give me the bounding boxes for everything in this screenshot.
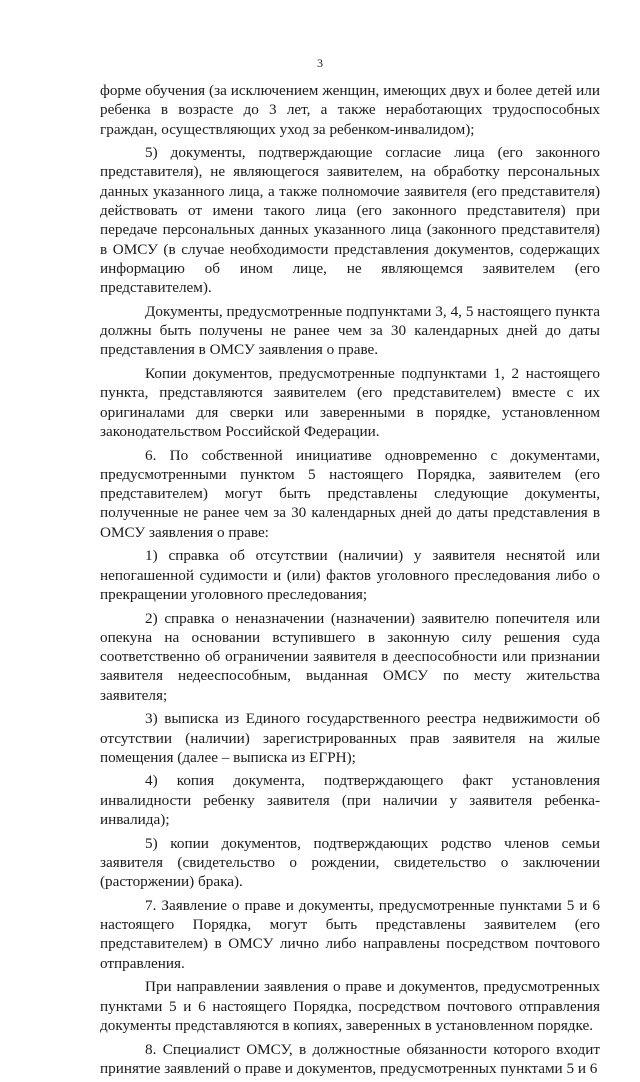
paragraph-item-6-sub-4: 4) копия документа, подтверждающего факт установления инвалидности ребенку заявителя (при наличии у заявителя ребенка-инвалида);: [100, 772, 600, 829]
paragraph-item-6-sub-2: 2) справка о неназначении (назначении) заявителю попечителя или опекуна на основании вступившего в законную силу решения суда соответственно об ограничении заявителя в дееспособности или признании заявителя недееспособным, выданная ОМСУ по месту жительства заявителя;: [100, 609, 600, 704]
paragraph-item-6-sub-3: 3) выписка из Единого государственного реестра недвижимости об отсутствии (наличии) зарегистрированных прав заявителя на жилые помещения (далее – выписка из ЕГРН);: [100, 710, 600, 766]
body-text: [100, 81, 600, 1082]
paragraph-continuation: форме обучения (за исключением женщин, имеющих двух и более детей или ребенка в возрасте до 3 лет, а также неработающих трудоспособных граждан, осуществляющих уход за ребенком-инвалидом);: [100, 82, 600, 138]
paragraph-item-6-sub-5: 5) копии документов, подтверждающих родство членов семьи заявителя (свидетельство о рождении, свидетельство о заключении (расторжении) брака).: [100, 834, 600, 891]
paragraph-item-6-sub-1: 1) справка об отсутствии (наличии) у заявителя неснятой или непогашенной судимости и (или) фактов уголовного преследования либо о прекращении уголовного преследования;: [100, 547, 600, 603]
page-number: 3: [317, 56, 323, 70]
paragraph-item-7: 7. Заявление о праве и документы, предусмотренные пунктами 5 и 6 настоящего Порядка, могут быть представлены заявителем (его представителем) в ОМСУ лично либо направлены посредством почтового отправления.: [100, 896, 600, 972]
paragraph-postal-submission: При направлении заявления о праве и документов, предусмотренных пунктами 5 и 6 настоящего Порядка, посредством почтового отправления документы представляются в копиях, заверенных в установленном порядке.: [100, 978, 600, 1034]
paragraph-item-8: 8. Специалист ОМСУ, в должностные обязанности которого входит принятие заявлений о праве и документов, предусмотренных пунктами 5 и 6: [100, 1040, 600, 1077]
paragraph-documents-validity: Документы, предусмотренные подпунктами 3, 4, 5 настоящего пункта должны быть получены не ранее чем за 30 календарных дней до даты представления в ОМСУ заявления о праве.: [100, 302, 600, 359]
paragraph-document-copies: Копии документов, предусмотренные подпунктами 1, 2 настоящего пункта, представляются заявителем (его представителем) вместе с их оригиналами для сверки или заверенными в порядке, установленном законодательством Российской Федерации.: [100, 365, 600, 440]
paragraph-subitem-5-consent: 5) документы, подтверждающие согласие лица (его законного представителя), не являющегося заявителем, на обработку персональных данных указанного лица, а также полномочие заявителя (его представителя) действовать от имени такого лица (его законного представителя) при передаче персональных данных указанного лица (законного представителя) в ОМСУ (в случае необходимости представления документов, содержащих информацию об ином лице, не являющемся заявителем (его представителем).: [100, 144, 600, 297]
paragraph-item-6: 6. По собственной инициативе одновременно с документами, предусмотренными пунктом 5 настоящего Порядка, заявителем (его представителем) могут быть представлены следующие документы, полученные не ранее чем за 30 календарных дней до даты представления в ОМСУ заявления о праве:: [100, 446, 600, 541]
